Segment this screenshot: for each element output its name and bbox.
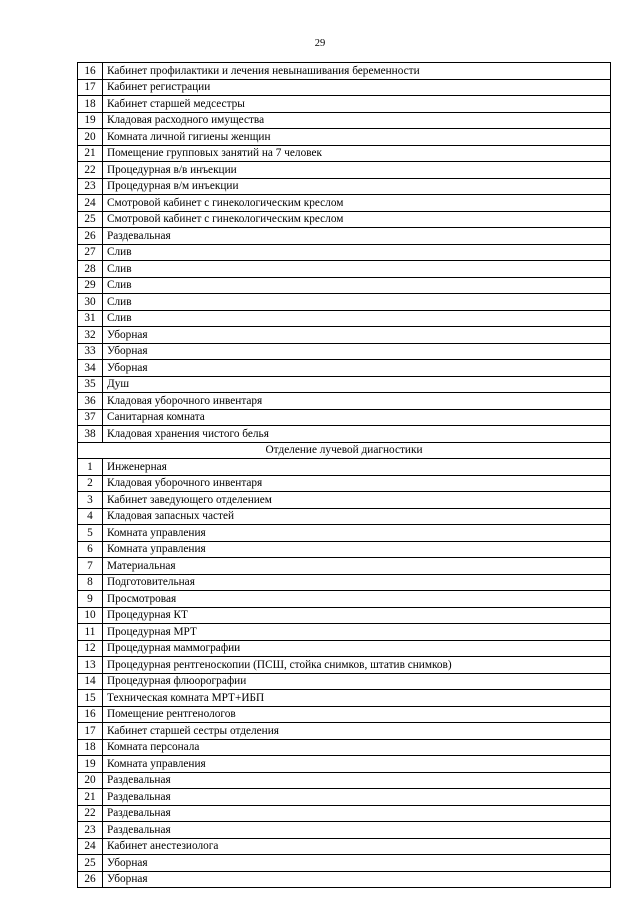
room-name: Процедурная МРТ xyxy=(103,624,611,641)
room-number: 12 xyxy=(78,640,103,657)
room-name: Уборная xyxy=(103,855,611,872)
table-row xyxy=(78,211,611,228)
table-row xyxy=(78,475,611,492)
room-number: 2 xyxy=(78,475,103,492)
table-row xyxy=(78,690,611,707)
table-row xyxy=(78,426,611,443)
room-number: 23 xyxy=(78,178,103,195)
room-number: 17 xyxy=(78,723,103,740)
room-name: Просмотровая xyxy=(103,591,611,608)
table-row xyxy=(78,756,611,773)
room-name: Слив xyxy=(103,294,611,311)
table-row xyxy=(78,360,611,377)
table-row xyxy=(78,63,611,80)
room-number: 7 xyxy=(78,558,103,575)
room-name: Подготовительная xyxy=(103,574,611,591)
room-number: 24 xyxy=(78,838,103,855)
room-number: 6 xyxy=(78,541,103,558)
table-row xyxy=(78,706,611,723)
room-name: Кладовая уборочного инвентаря xyxy=(103,475,611,492)
room-name: Процедурная в/в инъекции xyxy=(103,162,611,179)
room-number: 32 xyxy=(78,327,103,344)
room-name: Процедурная рентгеноскопии (ПСШ, стойка снимков, штатив снимков) xyxy=(103,657,611,674)
table-row xyxy=(78,310,611,327)
room-number: 26 xyxy=(78,871,103,888)
table-row xyxy=(78,277,611,294)
room-number: 27 xyxy=(78,244,103,261)
room-number: 34 xyxy=(78,360,103,377)
table-row xyxy=(78,855,611,872)
table-row xyxy=(78,459,611,476)
table-row xyxy=(78,195,611,212)
table-row xyxy=(78,409,611,426)
room-name: Раздевальная xyxy=(103,228,611,245)
room-name: Уборная xyxy=(103,871,611,888)
table-row xyxy=(78,789,611,806)
room-number: 4 xyxy=(78,508,103,525)
table-row xyxy=(78,145,611,162)
table-row xyxy=(78,178,611,195)
table-row xyxy=(78,525,611,542)
room-name: Уборная xyxy=(103,327,611,344)
room-number: 22 xyxy=(78,162,103,179)
room-number: 16 xyxy=(78,63,103,80)
room-name: Кабинет старшей медсестры xyxy=(103,96,611,113)
table-row xyxy=(78,772,611,789)
room-number: 33 xyxy=(78,343,103,360)
room-number: 11 xyxy=(78,624,103,641)
table-row xyxy=(78,838,611,855)
table-row xyxy=(78,673,611,690)
table-row xyxy=(78,871,611,888)
room-name: Кабинет профилактики и лечения невынашивания беременности xyxy=(103,63,611,80)
room-number: 14 xyxy=(78,673,103,690)
table-row xyxy=(78,294,611,311)
room-name: Раздевальная xyxy=(103,772,611,789)
table-row xyxy=(78,162,611,179)
table-row xyxy=(78,822,611,839)
table-row xyxy=(78,79,611,96)
room-number: 21 xyxy=(78,789,103,806)
table-row xyxy=(78,228,611,245)
room-number: 22 xyxy=(78,805,103,822)
room-name: Кабинет регистрации xyxy=(103,79,611,96)
table-row xyxy=(78,739,611,756)
table-row xyxy=(78,261,611,278)
room-name: Кладовая хранения чистого белья xyxy=(103,426,611,443)
room-number: 8 xyxy=(78,574,103,591)
room-name: Кладовая уборочного инвентаря xyxy=(103,393,611,410)
room-name: Кабинет старшей сестры отделения xyxy=(103,723,611,740)
room-number: 28 xyxy=(78,261,103,278)
room-number: 13 xyxy=(78,657,103,674)
room-number: 20 xyxy=(78,129,103,146)
rooms-table xyxy=(77,62,611,888)
table-row xyxy=(78,129,611,146)
room-name: Процедурная в/м инъекции xyxy=(103,178,611,195)
room-number: 19 xyxy=(78,112,103,129)
room-number: 38 xyxy=(78,426,103,443)
room-number: 3 xyxy=(78,492,103,509)
room-number: 37 xyxy=(78,409,103,426)
room-name: Санитарная комната xyxy=(103,409,611,426)
room-name: Раздевальная xyxy=(103,822,611,839)
page-number: 29 xyxy=(314,38,326,49)
section-row xyxy=(78,442,611,459)
section-title: Отделение лучевой диагностики xyxy=(78,442,611,459)
room-number: 19 xyxy=(78,756,103,773)
room-name: Комната личной гигиены женщин xyxy=(103,129,611,146)
room-number: 35 xyxy=(78,376,103,393)
table-row xyxy=(78,343,611,360)
room-name: Кладовая расходного имущества xyxy=(103,112,611,129)
rooms-table-body xyxy=(78,63,611,888)
room-name: Материальная xyxy=(103,558,611,575)
table-row xyxy=(78,244,611,261)
room-name: Процедурная КТ xyxy=(103,607,611,624)
room-name: Комната персонала xyxy=(103,739,611,756)
room-number: 25 xyxy=(78,855,103,872)
room-name: Комната управления xyxy=(103,756,611,773)
room-name: Душ xyxy=(103,376,611,393)
room-number: 20 xyxy=(78,772,103,789)
room-number: 18 xyxy=(78,739,103,756)
room-number: 24 xyxy=(78,195,103,212)
room-number: 10 xyxy=(78,607,103,624)
table-row xyxy=(78,805,611,822)
room-name: Слив xyxy=(103,244,611,261)
room-name: Слив xyxy=(103,261,611,278)
room-name: Раздевальная xyxy=(103,789,611,806)
table-row xyxy=(78,574,611,591)
room-number: 31 xyxy=(78,310,103,327)
room-number: 23 xyxy=(78,822,103,839)
table-row xyxy=(78,591,611,608)
room-name: Кабинет заведующего отделением xyxy=(103,492,611,509)
room-name: Техническая комната МРТ+ИБП xyxy=(103,690,611,707)
room-name: Помещение рентгенологов xyxy=(103,706,611,723)
table-row xyxy=(78,558,611,575)
room-name: Кладовая запасных частей xyxy=(103,508,611,525)
room-number: 9 xyxy=(78,591,103,608)
room-number: 36 xyxy=(78,393,103,410)
room-name: Уборная xyxy=(103,360,611,377)
room-name: Смотровой кабинет с гинекологическим креслом xyxy=(103,195,611,212)
room-name: Слив xyxy=(103,277,611,294)
room-number: 1 xyxy=(78,459,103,476)
table-row xyxy=(78,607,611,624)
room-name: Комната управления xyxy=(103,525,611,542)
room-name: Кабинет анестезиолога xyxy=(103,838,611,855)
table-row xyxy=(78,723,611,740)
room-number: 17 xyxy=(78,79,103,96)
table-row xyxy=(78,112,611,129)
table-row xyxy=(78,640,611,657)
room-name: Смотровой кабинет с гинекологическим креслом xyxy=(103,211,611,228)
table-row xyxy=(78,624,611,641)
table-row xyxy=(78,96,611,113)
room-name: Помещение групповых занятий на 7 человек xyxy=(103,145,611,162)
room-number: 5 xyxy=(78,525,103,542)
table-row xyxy=(78,327,611,344)
room-name: Инженерная xyxy=(103,459,611,476)
table-row xyxy=(78,376,611,393)
table-row xyxy=(78,492,611,509)
room-number: 26 xyxy=(78,228,103,245)
room-number: 25 xyxy=(78,211,103,228)
room-name: Уборная xyxy=(103,343,611,360)
room-number: 16 xyxy=(78,706,103,723)
table-row xyxy=(78,393,611,410)
table-row xyxy=(78,657,611,674)
room-name: Процедурная маммографии xyxy=(103,640,611,657)
room-number: 21 xyxy=(78,145,103,162)
room-number: 18 xyxy=(78,96,103,113)
table-row xyxy=(78,541,611,558)
table-row xyxy=(78,508,611,525)
room-name: Процедурная флюорографии xyxy=(103,673,611,690)
room-name: Комната управления xyxy=(103,541,611,558)
room-number: 29 xyxy=(78,277,103,294)
room-number: 15 xyxy=(78,690,103,707)
room-number: 30 xyxy=(78,294,103,311)
room-name: Слив xyxy=(103,310,611,327)
room-name: Раздевальная xyxy=(103,805,611,822)
